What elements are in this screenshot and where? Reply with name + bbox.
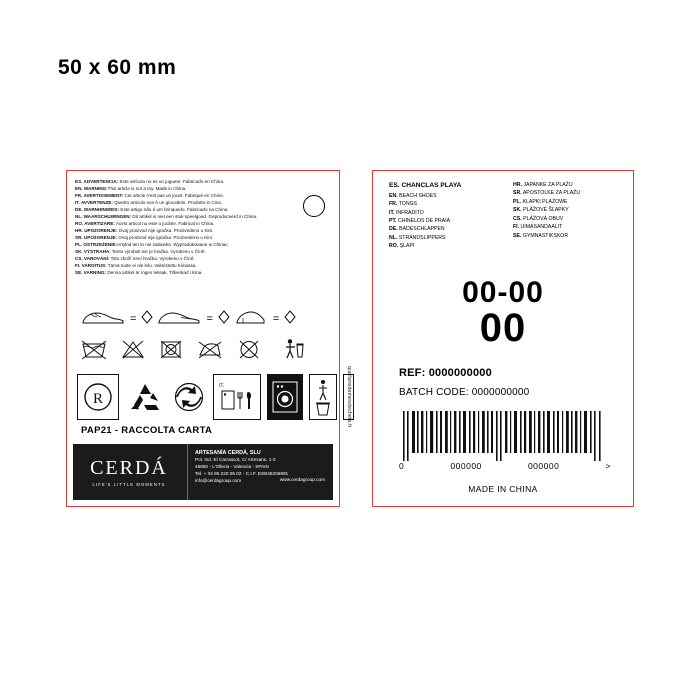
- product-name-line: IT. INFRADITO: [389, 209, 424, 216]
- warning-line: SE. VARNING: Denna artikel är ingen leksak. Tillverkad i Kina.: [75, 269, 203, 275]
- size-range: 00-00: [462, 276, 544, 309]
- company-details: [188, 444, 333, 500]
- diamond-icon: [141, 310, 153, 329]
- care-symbol-row-2: [81, 335, 327, 367]
- product-name-line: FR. TONGS: [389, 201, 418, 208]
- shoe-side-icon: [81, 307, 125, 332]
- brand-name: CERDÁ: [90, 456, 168, 479]
- no-wash-icon: [81, 338, 107, 365]
- made-in-text: MADE IN CHINA: [468, 484, 538, 494]
- company-phone: Tel. + 34 96 220 05 02 - C.I.F. ESB46206991: [195, 470, 289, 476]
- green-dot-icon: [171, 374, 207, 420]
- warning-line: CS. VAROVÁNÍ: Toto zboží není hračka. Vyrobeno v Číně.: [75, 255, 195, 261]
- barcode-left-digit: 0: [399, 461, 405, 471]
- warning-line: IT. AVVERTENZE: Questo articolo non è un giocattolo. Prodotto in Cina.: [75, 199, 223, 205]
- product-name-block: [389, 181, 621, 251]
- product-name-line: SK. PLÁŽOVÉ ŠĽAPKY: [513, 207, 569, 214]
- warning-text-block: [75, 179, 289, 277]
- barcode-icon: [403, 411, 607, 461]
- warning-line: EN. WARNING:This article is not a toy. Made in China.: [75, 185, 187, 191]
- warning-line: SR. UPOZORENJE: Ovaj proizvod nije igračka. Proizvedeno u Kini.: [75, 234, 214, 240]
- barcode-right-digit: >: [605, 461, 611, 471]
- recycle-bin-icon: [309, 374, 337, 420]
- company-email: info@cerdagroup.com: [195, 477, 242, 483]
- product-name-line: PL. KLAPKI PLAŻOWE: [513, 198, 568, 205]
- company-web: www.cerdagroup.com: [279, 477, 325, 483]
- no-tumble-dry-icon: [159, 338, 183, 365]
- care-symbols: [81, 303, 327, 367]
- company-address-1: Pol. Ind. El Carrascot, C/ Artesans, 1-3: [195, 457, 276, 462]
- product-names-right: [513, 181, 621, 251]
- product-name-line: RO. ŞLAPI: [389, 243, 415, 250]
- shoe-side-icon: [157, 307, 201, 332]
- product-name-line: SR. APOSTOLKE ZA PLAŽU: [513, 190, 581, 197]
- mobius-recycle-icon: [125, 374, 165, 420]
- warning-line: PL. OSTRZEŻENIE:Artykuł ten to nie zabawka. Wyprodukowane w Chinac.: [75, 241, 229, 247]
- product-name-line: ES. CHANCLAS PLAYA: [389, 182, 462, 189]
- company-name: ARTESANÍA CERDÁ, SLU: [195, 450, 261, 456]
- diamond-icon: [284, 310, 296, 329]
- warning-line: HR. UPOZORENJE: Ovaj proizvod nije igračka. Proizvedeno u Kini.: [75, 227, 214, 233]
- barcode-group-2: 000000: [527, 461, 560, 471]
- quefaire-url-text: quefairedemesdechets.fr: [346, 366, 353, 428]
- brand-footer: [73, 444, 333, 500]
- tag-fork-icon: [213, 374, 261, 420]
- brand-tagline: LIFE'S LITTLE MOMENTS: [92, 481, 166, 487]
- barcode-group-1: 000000: [450, 461, 482, 471]
- washing-machine-icon: [267, 374, 303, 420]
- product-name-line: CS. PLÁŽOVÁ OBUV: [513, 215, 564, 222]
- pap-recycling-text: PAP21 - RACCOLTA CARTA: [81, 425, 213, 436]
- size-value: 00: [479, 306, 527, 350]
- product-names-left: [389, 181, 497, 251]
- care-symbol-row-1: [81, 303, 327, 335]
- no-dryclean-icon: [237, 338, 261, 365]
- registered-trademark-icon: [77, 374, 119, 420]
- diamond-icon: [218, 310, 230, 329]
- warning-line: FR. AVERTISSEMENT: Cet article n'est pas un jouet. Fabriqué en Chine.: [75, 192, 224, 198]
- no-bleach-icon: [121, 338, 145, 365]
- warning-line: DE. WARNHINWEIS: Este artigo não é um brinquedo. Fabricado na China.: [75, 206, 229, 212]
- product-name-line: NL. STRANDSLIPPERS: [389, 234, 446, 241]
- eco-symbols-row: [77, 366, 353, 428]
- right-label-panel: [372, 170, 634, 507]
- recycle-person-bin-icon: [283, 337, 305, 366]
- warning-line: SK. VÝSTRAHA: Tento výrobok nie je hračka. Vyrobeno v Číně.: [75, 248, 206, 254]
- no-iron-icon: [197, 338, 223, 365]
- equals-sign: =: [206, 312, 213, 325]
- quefaire-url-box: [343, 366, 354, 428]
- product-name-line: PT. CHINELOS DE PRAIA: [389, 217, 451, 224]
- reference-code: REF: 0000000000: [399, 367, 492, 379]
- barcode-digits: [399, 461, 611, 471]
- punch-hole-icon: [303, 195, 325, 217]
- warning-line: NL. WAARSCHUWINGEN: Dit artikel is niet een stuk speelgoed. Geproduceerd in China.: [75, 213, 258, 219]
- warning-line: RO. AVERTIZARE: Acest articol nu este o jucărie. Fabricat in China.: [75, 220, 215, 226]
- company-address-2: 46850 - L'Olleria - Valencia - SPAIN: [195, 463, 269, 469]
- product-name-line: FI. UIMASANDAALIT: [513, 224, 563, 231]
- warning-line: FI. VAROITUS: Tämä tuote ei ole lelu. Valmistettu Kiinassa.: [75, 262, 197, 268]
- batch-code: BATCH CODE: 0000000000: [399, 387, 530, 398]
- svg-text:IT.: IT.: [219, 383, 225, 389]
- product-name-line: DE. BADESCHLAPPEN: [389, 226, 445, 233]
- brand-logo: [73, 444, 188, 500]
- product-name-line: EN. BEACH SHOES: [389, 192, 437, 199]
- product-name-line: HR. JAPANKE ZA PLAŽU: [513, 182, 573, 188]
- equals-sign: =: [130, 312, 137, 325]
- warning-line: ES. ADVERTENCIA: Este artículo no es un juguete. Fabricado en China.: [75, 179, 225, 184]
- svg-text:R: R: [92, 391, 104, 407]
- shoe-dry-icon: [234, 307, 268, 332]
- left-label-panel: [66, 170, 353, 507]
- page-title: 50 x 60 mm: [58, 56, 177, 79]
- equals-sign: =: [272, 312, 280, 325]
- product-name-line: SE. GYMNASTIKSKOR: [513, 232, 569, 239]
